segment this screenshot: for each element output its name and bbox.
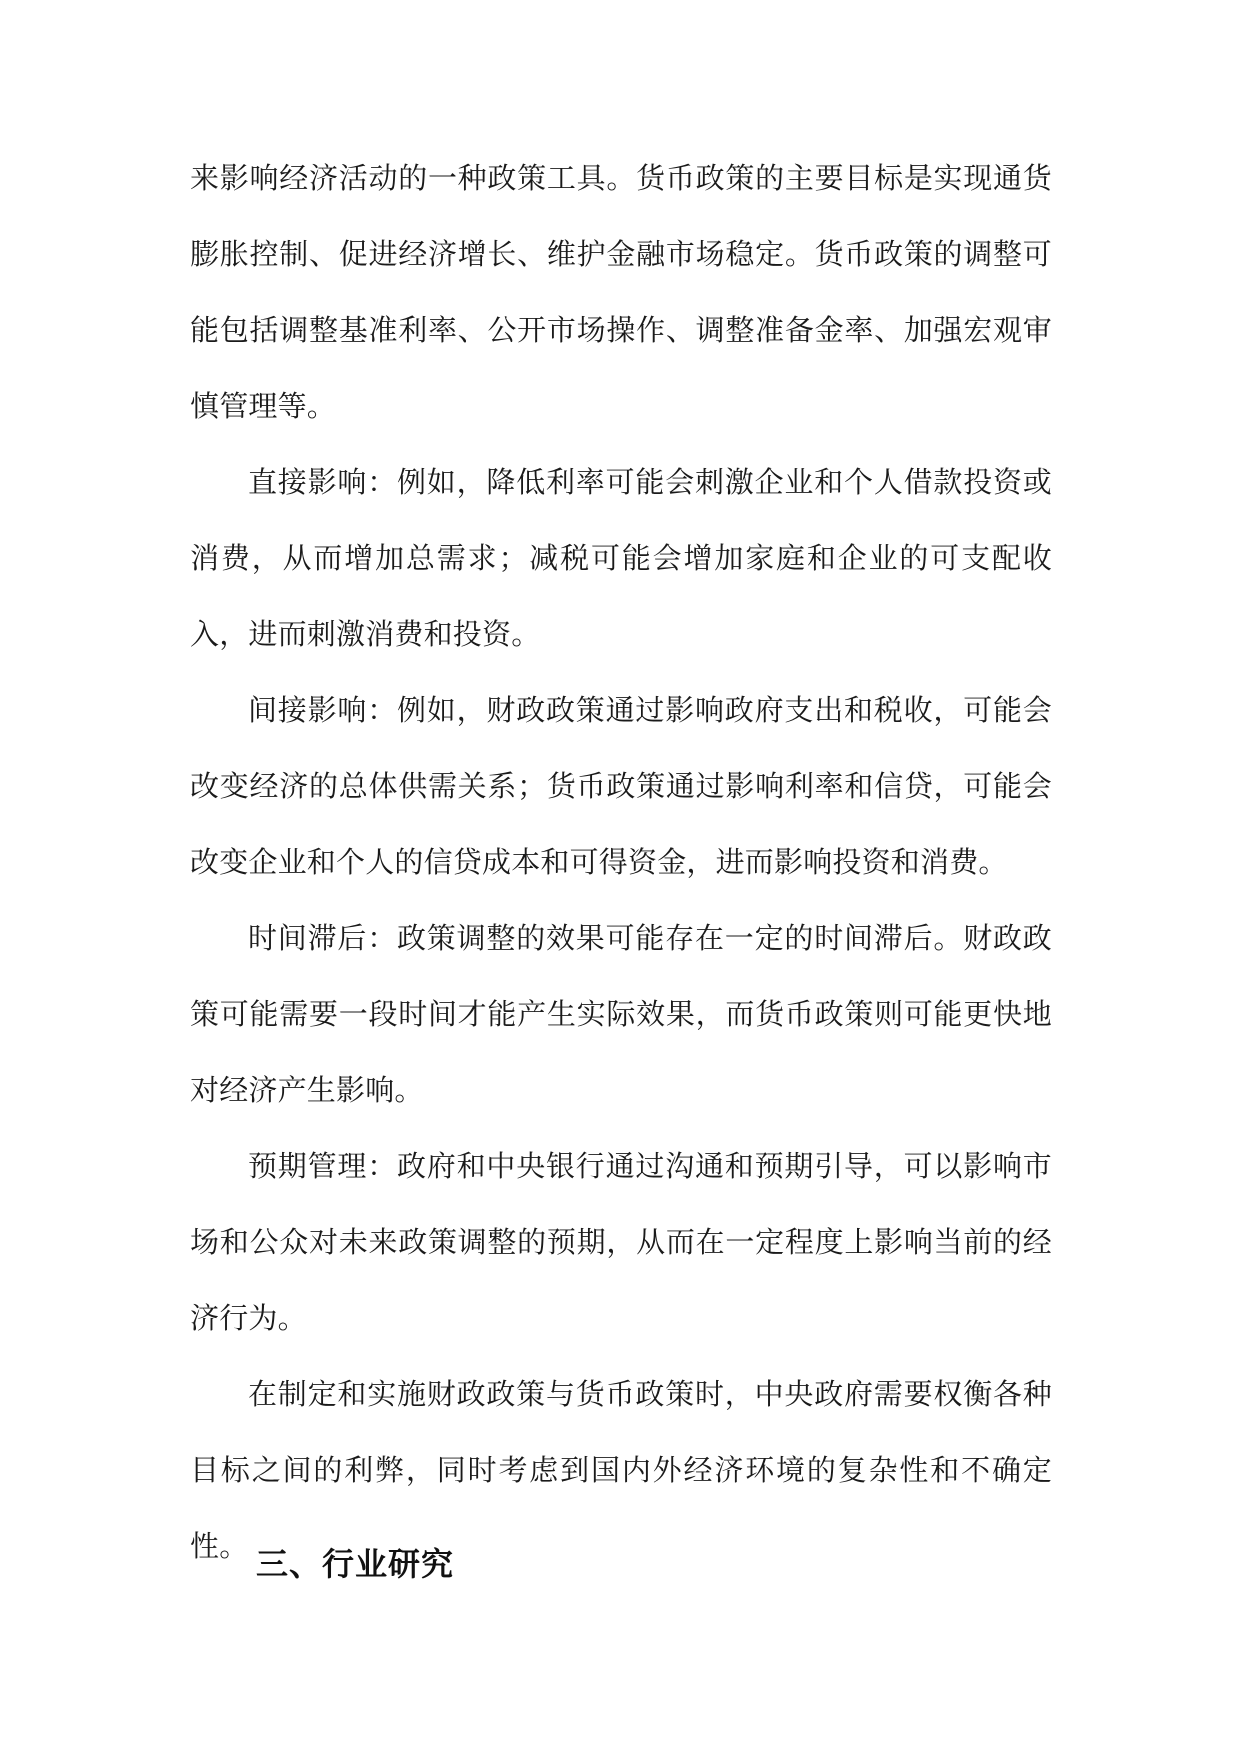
paragraph-indirect-impact: 间接影响：例如，财政政策通过影响政府支出和税收，可能会改变经济的总体供需关系；货币政策通过影响利率和信贷，可能会改变企业和个人的信贷成本和可得资金，进而影响投资和消费。	[190, 693, 1052, 879]
paragraph-continuation: 来影响经济活动的一种政策工具。货币政策的主要目标是实现通货膨胀控制、促进经济增长、维护金融市场稳定。货币政策的调整可能包括调整基准利率、公开市场操作、调整准备金率、加强宏观审慎管理等。	[190, 161, 1052, 423]
paragraph-direct-impact: 直接影响：例如，降低利率可能会刺激企业和个人借款投资或消费，从而增加总需求；减税可能会增加家庭和企业的可支配收入，进而刺激消费和投资。	[190, 465, 1052, 651]
section-heading: 三、行业研究	[256, 1545, 455, 1583]
paragraph-expectation-management: 预期管理：政府和中央银行通过沟通和预期引导，可以影响市场和公众对未来政策调整的预期，从而在一定程度上影响当前的经济行为。	[190, 1149, 1052, 1335]
paragraph-conclusion: 在制定和实施财政政策与货币政策时，中央政府需要权衡各种目标之间的利弊，同时考虑到国内外经济环境的复杂性和不确定性。	[190, 1377, 1052, 1563]
paragraph-time-lag: 时间滞后：政策调整的效果可能存在一定的时间滞后。财政政策可能需要一段时间才能产生实际效果，而货币政策则可能更快地对经济产生影响。	[190, 921, 1052, 1107]
body-text	[190, 140, 1052, 1584]
